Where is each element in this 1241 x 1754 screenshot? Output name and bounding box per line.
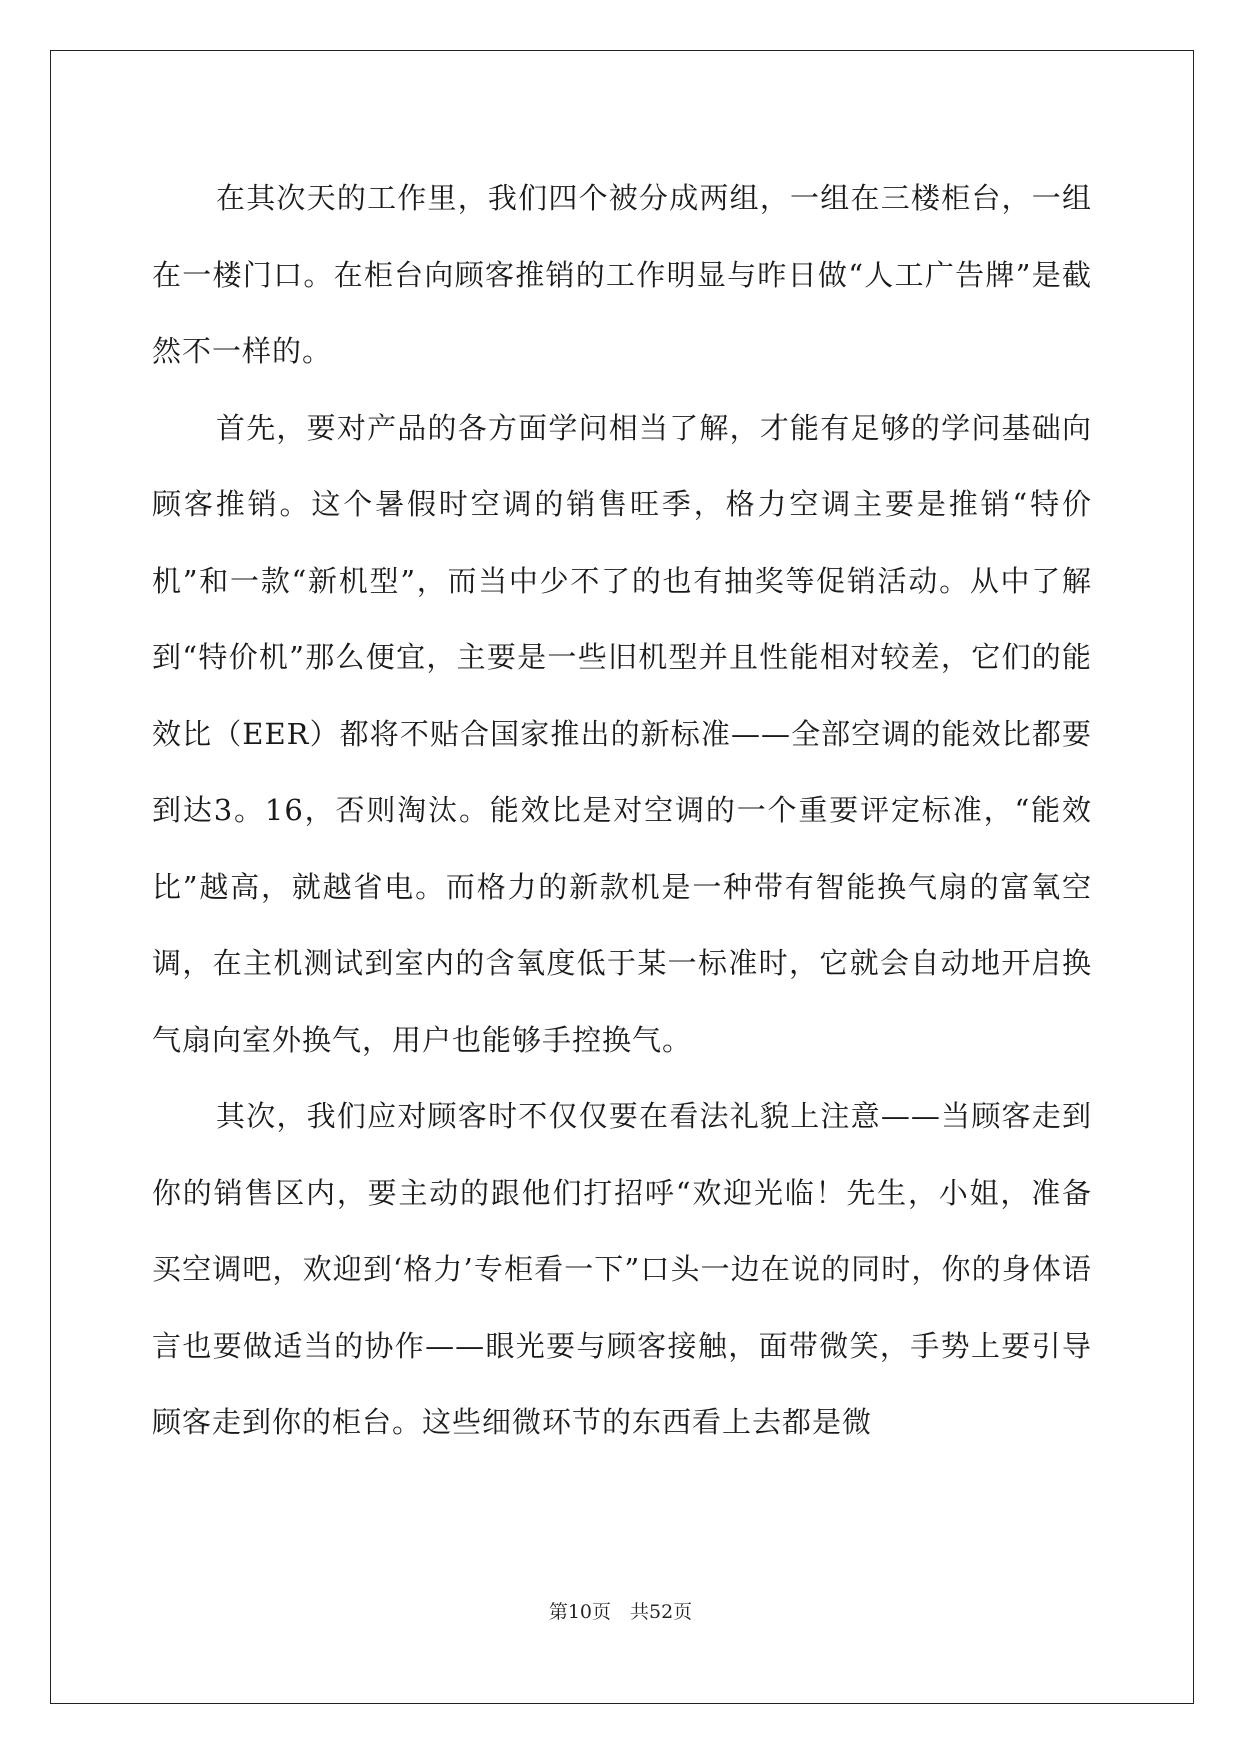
paragraph-3: 其次，我们应对顾客时不仅仅要在看法礼貌上注意——当顾客走到你的销售区内，要主动的跟他们打招呼“欢迎光临！先生，小姐，准备买空调吧，欢迎到‘格力’专柜看一下”口头一边在说的同时，你的身体语言也要做适当的协作——眼光要与顾客接触，面带微笑，手势上要引导顾客走到你的柜台。这些细微环节的东西看上去都是微	[152, 1099, 1092, 1439]
paragraph-2: 首先，要对产品的各方面学问相当了解，才能有足够的学问基础向顾客推销。这个暑假时空调的销售旺季，格力空调主要是推销“特价机”和一款“新机型”，而当中少不了的也有抽奖等促销活动。从中了解到“特价机”那么便宜，主要是一些旧机型并且性能相对较差，它们的能效比（EER）都将不贴合国家推出的新标准——全部空调的能效比都要到达3。16，否则淘汰。能效比是对空调的一个重要评定标准，“能效比”越高，就越省电。而格力的新款机是一种带有智能换气扇的富氧空调，在主机测试到室内的含氧度低于某一标准时，它就会自动地开启换气扇向室外换气，用户也能够手控换气。	[152, 410, 1092, 1057]
document-body	[152, 160, 1092, 1461]
paragraph-1: 在其次天的工作里，我们四个被分成两组，一组在三楼柜台，一组在一楼门口。在柜台向顾客推销的工作明显与昨日做“人工广告牌”是截然不一样的。	[152, 181, 1092, 368]
page-number-footer: 第10页 共52页	[548, 1601, 693, 1623]
